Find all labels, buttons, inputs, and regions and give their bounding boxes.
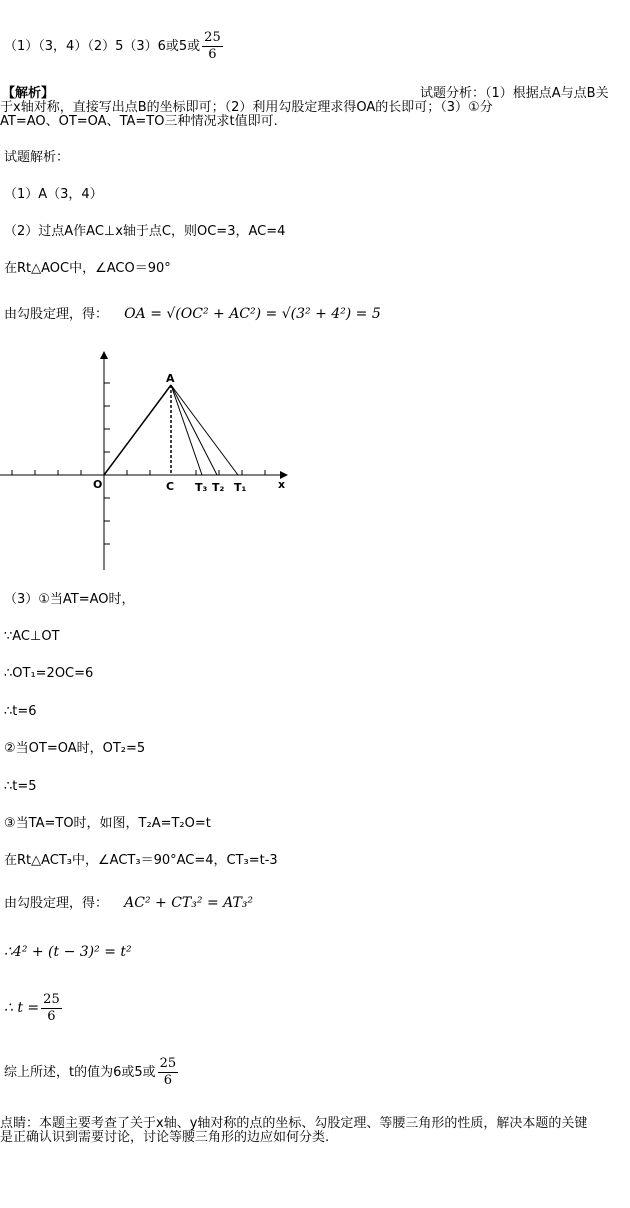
line-11-prefix: ∴ t =	[4, 1000, 40, 1016]
line-11-fraction	[41, 992, 62, 1025]
comment-line-1: 点睛：本题主要考查了关于x轴、y轴对称的点的坐标、勾股定理、等腰三角形的性质，解决本题的关键	[0, 1116, 588, 1131]
answer-text: （1）（3，4）（2）5（3）6或5或	[4, 39, 201, 54]
label-x: x	[278, 478, 286, 491]
fraction-numerator: 25	[43, 992, 60, 1007]
summary-text: 综上所述，t的值为6或5或	[4, 1065, 156, 1080]
part3-line-1: （3）①当AT=AO时，	[4, 592, 135, 607]
y-axis-arrow	[100, 351, 108, 359]
step-4-formula: OA = √(OC² + AC²) = √(3² + 4²) = 5	[124, 306, 381, 322]
part3-line-2: ∵AC⊥OT	[4, 629, 60, 644]
summary-line	[4, 1056, 180, 1089]
solution-step-4	[4, 306, 381, 323]
label-A: A	[166, 372, 175, 385]
fraction-numerator: 25	[204, 30, 221, 45]
summary-fraction	[158, 1056, 179, 1089]
part3-line-9	[4, 895, 253, 912]
segment-OA	[104, 385, 171, 475]
analysis-line-3: AT=AO、OT=OA、TA=TO三种情况求t值即可.	[0, 114, 278, 129]
y-ticks	[104, 383, 110, 544]
part3-line-11	[4, 992, 64, 1025]
part3-line-4: ∴t=6	[4, 704, 37, 719]
label-C: C	[166, 480, 175, 493]
solution-step-3: 在Rt△AOC中，∠ACO＝90°	[4, 261, 171, 276]
fraction-denominator: 6	[47, 1009, 56, 1024]
x-ticks	[12, 470, 265, 475]
fraction-denominator: 6	[163, 1073, 173, 1088]
fraction-denominator: 6	[208, 47, 217, 62]
line-9-prefix: 由勾股定理，得：	[4, 896, 109, 911]
analysis-right-text: 试题分析：（1）根据点A与点B关	[420, 86, 609, 101]
comment-line-2: 是正确认识到需要讨论，讨论等腰三角形的边应如何分类.	[0, 1130, 330, 1145]
solution-step-2: （2）过点A作AC⊥x轴于点C，则OC=3，AC=4	[4, 224, 286, 239]
line-9-formula: AC² + CT₃² = AT₃²	[124, 895, 254, 911]
solution-label: 试题解析：	[4, 150, 70, 165]
part3-line-7: ③当TA=TO时，如图，T₂A=T₂O=t	[4, 816, 211, 831]
segment-AT3	[171, 385, 202, 475]
part3-line-6: ∴t=5	[4, 779, 37, 794]
label-T3: T₃	[195, 481, 208, 494]
analysis-line-2: 于x轴对称，直接写出点B的坐标即可；（2）利用勾股定理求得OA的长即可；（3）①分	[0, 100, 493, 115]
answer-fraction	[202, 30, 223, 63]
label-O: O	[93, 478, 103, 491]
part3-line-3: ∴OT₁=2OC=6	[4, 666, 94, 681]
label-T2: T₂	[212, 481, 225, 494]
fraction-numerator: 25	[159, 1056, 177, 1071]
step-4-prefix: 由勾股定理，得：	[4, 307, 109, 322]
label-T1: T₁	[234, 481, 247, 494]
segment-AT1	[171, 385, 238, 475]
part3-line-10: ∴4² + (t − 3)² = t²	[4, 944, 132, 960]
answer-line	[4, 30, 225, 63]
analysis-heading: 【解析】	[2, 86, 55, 101]
coordinate-figure	[0, 345, 300, 585]
part3-line-5: ②当OT=OA时，OT₂=5	[4, 741, 146, 756]
part3-line-8: 在Rt△ACT₃中，∠ACT₃＝90°AC=4，CT₃=t-3	[4, 853, 278, 868]
segment-AT2	[171, 385, 217, 475]
solution-step-1: （1）A（3，4）	[4, 187, 103, 202]
